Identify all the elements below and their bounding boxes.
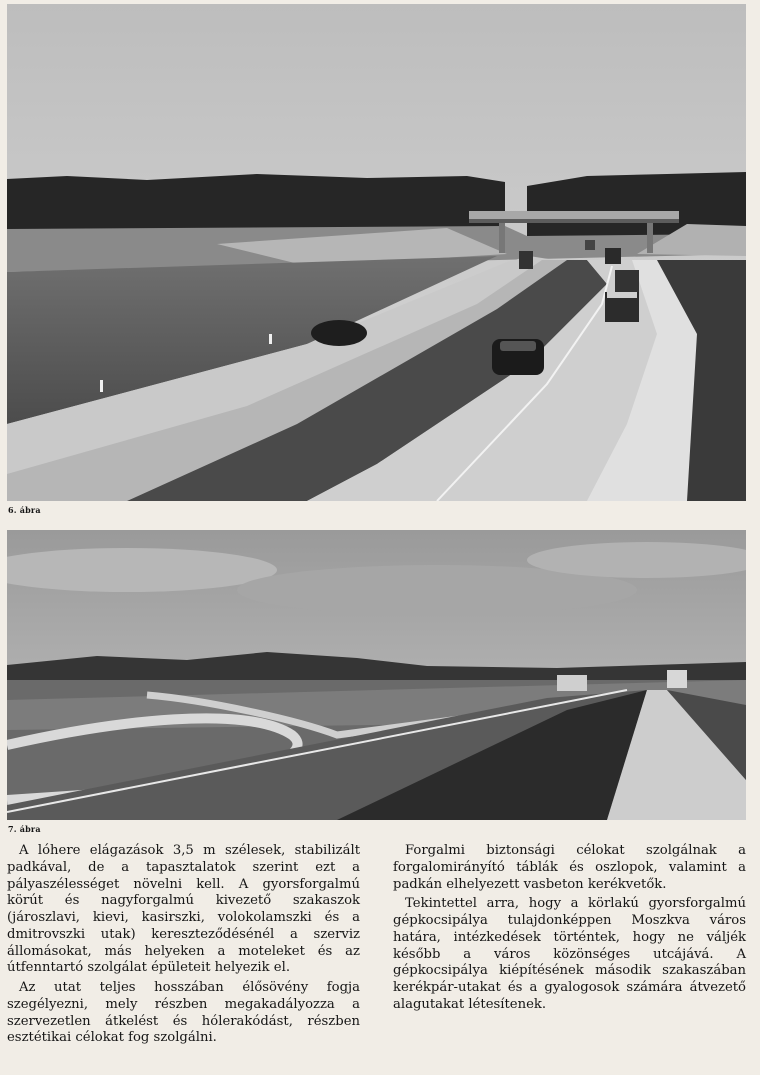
left-text-column — [7, 843, 360, 1050]
figure-6-caption: 6. ábra — [8, 505, 41, 515]
right-text-column — [393, 843, 746, 1017]
paragraph: A lóhere elágazások 3,5 m szélesek, stabilizált padkával, de a tapasztalatok szerint ezt a pályaszélességet növelni kell. A gyorsforgalmú körút és nagyforgalmú kivezető szakaszok (jároszlavi, kievi, kasirszki, volokolamszki és a dmitrovszki utak) kereszteződésénél a szerviz állomásokat, más helyeken a moteleket és az útfenntartó szolgálat épületeit helyezik el. — [7, 843, 360, 976]
paragraph: Az utat teljes hosszában élősövény fogja szegélyezni, mely részben megakadályozza a szervezetlen átkelést és hólerakódást, részben esztétikai célokat fog szolgálni. — [7, 980, 360, 1046]
interchange-photo-7-drawing — [7, 530, 746, 820]
paragraph: Tekintettel arra, hogy a körlakú gyorsforgalmú gépkocsipálya tulajdonképpen Moszkva város határa, intézkedések történtek, hogy ne váljék később a város közönséges utcájává. A gépkocsipálya kiépítésének második szakaszában kerékpár-utakat és a gyalogosok számára átvezető alagutakat létesítenek. — [393, 896, 746, 1012]
highway-photo-6 — [7, 4, 746, 501]
paragraph: Forgalmi biztonsági célokat szolgálnak a forgalomirányító táblák és oszlopok, valamint a padkán elhelyezett vasbeton kerékvetők. — [393, 843, 746, 892]
highway-photo-6-drawing — [7, 4, 746, 501]
interchange-photo-7 — [7, 530, 746, 820]
figure-7-caption: 7. ábra — [8, 824, 41, 834]
